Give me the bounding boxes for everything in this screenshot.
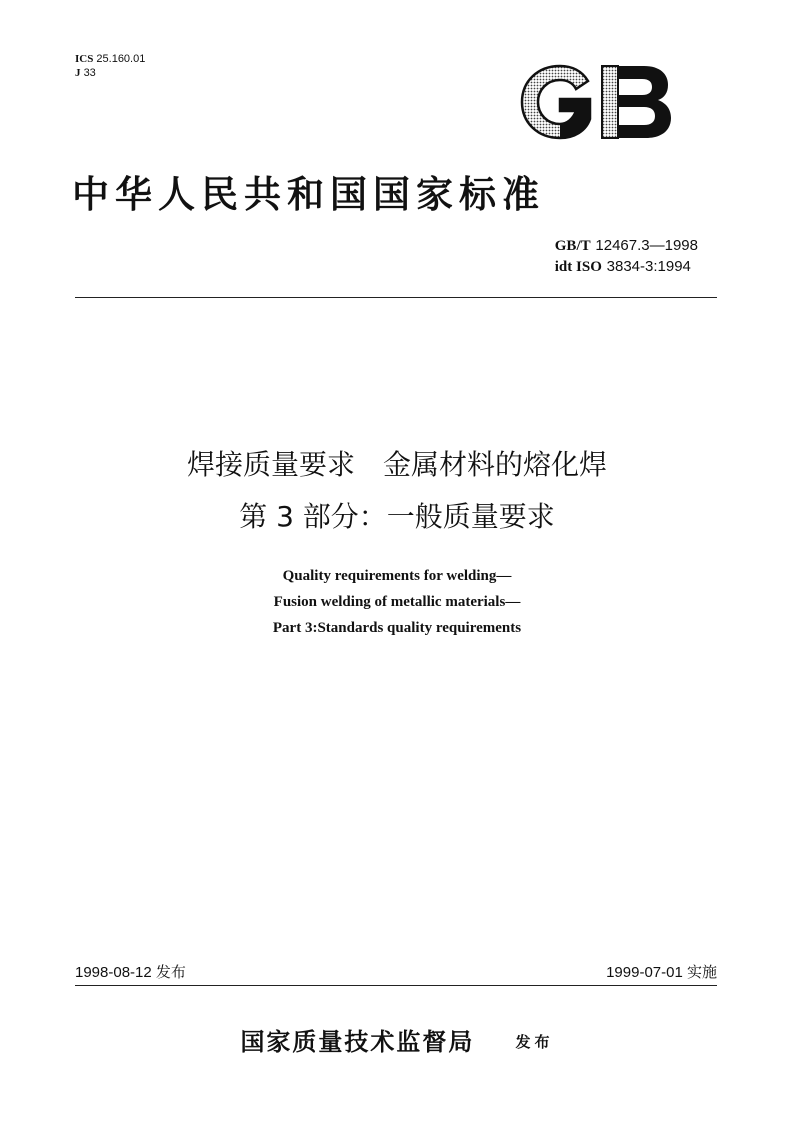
header-divider (75, 297, 717, 298)
ccs-line (75, 66, 145, 80)
english-title-line-2: Fusion welding of metallic materials— (273, 594, 521, 610)
issuer-action: 发布 (515, 1033, 554, 1051)
ccs-code: 33 (83, 67, 96, 79)
gb-logo-icon (518, 63, 674, 141)
ics-code: 25.160.01 (96, 53, 146, 65)
issuer (0, 1022, 794, 1057)
chinese-title-line-2: 第 3 部分：一般质量要求 (239, 500, 555, 533)
publish-date: 1998-08-12 发布 (75, 964, 186, 981)
standard-number-prefix: GB/T (554, 238, 591, 254)
footer-divider (75, 985, 717, 986)
ccs-label: J (75, 67, 81, 79)
standard-number-value: 12467.3—1998 (595, 237, 698, 254)
issuer-organization: 国家质量技术监督局 (240, 1027, 475, 1056)
idt-number-value: 3834-3:1994 (606, 258, 691, 275)
classification-codes (75, 52, 145, 80)
idt-prefix: idt ISO (554, 259, 602, 275)
idt-number (555, 256, 698, 277)
standard-number-block (555, 235, 698, 277)
ics-line (75, 52, 145, 66)
english-title-line-1: Quality requirements for welding— (282, 568, 512, 584)
standard-number (555, 235, 698, 256)
national-standard-title: 中华人民共和国国家标准 (72, 172, 545, 216)
ics-label: ICS (75, 53, 94, 65)
english-title-line-3: Part 3:Standards quality requirements (272, 620, 522, 636)
implement-date: 1999-07-01 实施 (606, 964, 717, 981)
chinese-title-line-1: 焊接质量要求 金属材料的熔化焊 (186, 448, 607, 481)
